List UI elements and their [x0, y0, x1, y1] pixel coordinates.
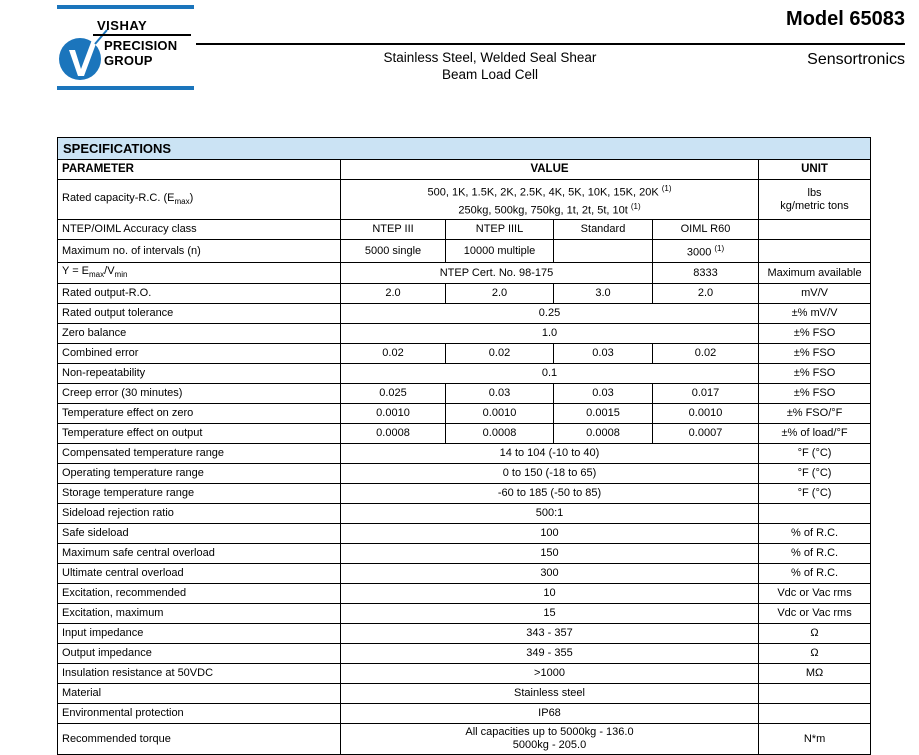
- spec-value-cell: 300: [341, 564, 759, 584]
- spec-value-cell: 0.25: [341, 304, 759, 324]
- spec-value-cell: 500, 1K, 1.5K, 2K, 2.5K, 4K, 5K, 10K, 15K, 20K $^{(1)}$ 250kg, 500kg, 750kg, 1t, 2t, 5t, 10t $^{(1)}$: [341, 180, 759, 220]
- spec-unit-cell: Ω: [759, 624, 871, 644]
- spec-parameter-cell: Rated capacity-R.C. $(E_{max})$: [58, 180, 341, 220]
- spec-value-cell: 0 to 150 (-18 to 65): [341, 464, 759, 484]
- table-header-row: [58, 160, 871, 180]
- spec-value-cell: 100: [341, 524, 759, 544]
- table-row: [58, 624, 871, 644]
- spec-value-cell: 10: [341, 584, 759, 604]
- spec-value-cell: 0.025: [341, 384, 446, 404]
- spec-parameter-cell: Ultimate central overload: [58, 564, 341, 584]
- spec-value-cell: 0.03: [554, 384, 653, 404]
- spec-unit-cell: ±% FSO: [759, 344, 871, 364]
- spec-parameter-cell: $Y = E_{max}/V_{min}$: [58, 262, 341, 283]
- document-subtitle: [220, 49, 760, 83]
- vishay-precision-group-logo: [57, 5, 194, 90]
- spec-parameter-cell: Sideload rejection ratio: [58, 504, 341, 524]
- table-row: [58, 240, 871, 263]
- spec-value-cell: 0.0008: [554, 424, 653, 444]
- spec-value-cell: 0.03: [554, 344, 653, 364]
- table-row: [58, 544, 871, 564]
- spec-value-cell: 0.02: [446, 344, 554, 364]
- spec-unit-cell: [759, 220, 871, 240]
- spec-unit-cell: [759, 704, 871, 724]
- spec-parameter-cell: Zero balance: [58, 324, 341, 344]
- spec-unit-cell: ±% FSO/°F: [759, 404, 871, 424]
- spec-value-cell: 0.0015: [554, 404, 653, 424]
- spec-parameter-cell: Excitation, maximum: [58, 604, 341, 624]
- table-row: [58, 644, 871, 664]
- table-row: [58, 180, 871, 220]
- spec-parameter-cell: Rated output tolerance: [58, 304, 341, 324]
- spec-value-cell: NTEP III: [341, 220, 446, 240]
- table-row: [58, 584, 871, 604]
- spec-value-cell: 343 - 357: [341, 624, 759, 644]
- spec-parameter-cell: Maximum safe central overload: [58, 544, 341, 564]
- spec-value-cell: 0.0007: [653, 424, 759, 444]
- spec-unit-cell: Vdc or Vac rms: [759, 604, 871, 624]
- spec-value-cell: 14 to 104 (-10 to 40): [341, 444, 759, 464]
- spec-parameter-cell: Rated output-R.O.: [58, 284, 341, 304]
- spec-value-cell: 2.0: [446, 284, 554, 304]
- logo-bottom-bar: [57, 86, 194, 90]
- spec-unit-cell: ±% mV/V: [759, 304, 871, 324]
- column-header-value: VALUE: [341, 160, 759, 180]
- subtitle-line-2: Beam Load Cell: [441, 67, 539, 82]
- spec-unit-cell: °F (°C): [759, 464, 871, 484]
- spec-unit-cell: N*m: [759, 724, 871, 755]
- spec-value-cell: -60 to 185 (-50 to 85): [341, 484, 759, 504]
- spec-unit-cell: ±% of load/°F: [759, 424, 871, 444]
- logo-text-group: GROUP: [104, 53, 153, 68]
- table-row: [58, 284, 871, 304]
- vpg-circle-v-icon: [57, 27, 109, 87]
- table-row: [58, 444, 871, 464]
- spec-value-cell: All capacities up to 5000kg - 136.0 5000kg - 205.0: [341, 724, 759, 755]
- spec-value-cell: Stainless steel: [341, 684, 759, 704]
- spec-value-cell: [554, 240, 653, 263]
- spec-parameter-cell: Recommended torque: [58, 724, 341, 755]
- spec-parameter-cell: Creep error (30 minutes): [58, 384, 341, 404]
- table-row: [58, 504, 871, 524]
- spec-value-cell: 0.02: [341, 344, 446, 364]
- spec-value-cell: 0.0010: [446, 404, 554, 424]
- table-row: [58, 220, 871, 240]
- spec-unit-cell: MΩ: [759, 664, 871, 684]
- spec-value-cell: NTEP Cert. No. 98-175: [341, 262, 653, 283]
- table-row: [58, 704, 871, 724]
- spec-value-cell: 0.03: [446, 384, 554, 404]
- spec-parameter-cell: Operating temperature range: [58, 464, 341, 484]
- spec-value-cell: 0.0008: [446, 424, 554, 444]
- table-title-row: [58, 138, 871, 160]
- logo-text-precision: PRECISION: [104, 38, 178, 53]
- table-row: [58, 524, 871, 544]
- spec-value-cell: 0.0010: [653, 404, 759, 424]
- spec-value-cell: Standard: [554, 220, 653, 240]
- spec-parameter-cell: Environmental protection: [58, 704, 341, 724]
- spec-unit-cell: mV/V: [759, 284, 871, 304]
- table-row: [58, 684, 871, 704]
- table-row: [58, 604, 871, 624]
- model-title: Model 65083: [786, 8, 905, 30]
- spec-parameter-cell: Output impedance: [58, 644, 341, 664]
- spec-unit-cell: ±% FSO: [759, 384, 871, 404]
- table-row: [58, 364, 871, 384]
- logo-text-vishay: VISHAY: [97, 18, 148, 33]
- table-row: [58, 424, 871, 444]
- spec-value-cell: 2.0: [653, 284, 759, 304]
- table-row: [58, 262, 871, 283]
- spec-parameter-cell: Temperature effect on output: [58, 424, 341, 444]
- spec-value-cell: 0.1: [341, 364, 759, 384]
- spec-unit-cell: °F (°C): [759, 484, 871, 504]
- spec-parameter-cell: Storage temperature range: [58, 484, 341, 504]
- spec-unit-cell: % of R.C.: [759, 564, 871, 584]
- spec-value-cell: 1.0: [341, 324, 759, 344]
- spec-value-cell: 0.0008: [341, 424, 446, 444]
- spec-unit-cell: % of R.C.: [759, 544, 871, 564]
- brand-sensortronics: Sensortronics: [807, 51, 905, 68]
- spec-unit-cell: Vdc or Vac rms: [759, 584, 871, 604]
- table-row: [58, 724, 871, 755]
- spec-value-cell: 3000 $^{(1)}$: [653, 240, 759, 263]
- spec-parameter-cell: Material: [58, 684, 341, 704]
- table-row: [58, 384, 871, 404]
- logo-underline: [93, 34, 191, 36]
- spec-unit-cell: ±% FSO: [759, 364, 871, 384]
- spec-unit-cell: lbs kg/metric tons: [759, 180, 871, 220]
- spec-parameter-cell: Compensated temperature range: [58, 444, 341, 464]
- column-header-parameter: PARAMETER: [58, 160, 341, 180]
- spec-parameter-cell: Maximum no. of intervals (n): [58, 240, 341, 263]
- column-header-unit: UNIT: [759, 160, 871, 180]
- specifications-table: [57, 137, 871, 755]
- spec-value-cell: 0.02: [653, 344, 759, 364]
- table-title: SPECIFICATIONS: [58, 138, 871, 160]
- spec-value-cell: 8333: [653, 262, 759, 283]
- subtitle-line-1: Stainless Steel, Welded Seal Shear: [383, 50, 597, 65]
- spec-unit-cell: ±% FSO: [759, 324, 871, 344]
- spec-value-cell: 10000 multiple: [446, 240, 554, 263]
- table-row: [58, 464, 871, 484]
- spec-unit-cell: Maximum available: [759, 262, 871, 283]
- table-row: [58, 484, 871, 504]
- spec-unit-cell: [759, 684, 871, 704]
- table-row: [58, 664, 871, 684]
- spec-value-cell: NTEP IIIL: [446, 220, 554, 240]
- spec-value-cell: 2.0: [341, 284, 446, 304]
- spec-unit-cell: % of R.C.: [759, 524, 871, 544]
- spec-parameter-cell: NTEP/OIML Accuracy class: [58, 220, 341, 240]
- spec-value-cell: >1000: [341, 664, 759, 684]
- logo-top-bar: [57, 5, 194, 9]
- table-row: [58, 344, 871, 364]
- spec-value-cell: 0.017: [653, 384, 759, 404]
- table-row: [58, 404, 871, 424]
- spec-parameter-cell: Excitation, recommended: [58, 584, 341, 604]
- spec-unit-cell: Ω: [759, 644, 871, 664]
- spec-value-cell: 5000 single: [341, 240, 446, 263]
- spec-value-cell: 150: [341, 544, 759, 564]
- spec-parameter-cell: Non-repeatability: [58, 364, 341, 384]
- spec-unit-cell: [759, 504, 871, 524]
- table-row: [58, 564, 871, 584]
- spec-value-cell: 500:1: [341, 504, 759, 524]
- spec-unit-cell: °F (°C): [759, 444, 871, 464]
- spec-value-cell: 349 - 355: [341, 644, 759, 664]
- spec-value-cell: OIML R60: [653, 220, 759, 240]
- spec-value-cell: 0.0010: [341, 404, 446, 424]
- spec-value-cell: 15: [341, 604, 759, 624]
- spec-parameter-cell: Temperature effect on zero: [58, 404, 341, 424]
- spec-parameter-cell: Combined error: [58, 344, 341, 364]
- spec-parameter-cell: Insulation resistance at 50VDC: [58, 664, 341, 684]
- spec-parameter-cell: Safe sideload: [58, 524, 341, 544]
- spec-value-cell: IP68: [341, 704, 759, 724]
- spec-value-cell: 3.0: [554, 284, 653, 304]
- spec-parameter-cell: Input impedance: [58, 624, 341, 644]
- spec-unit-cell: [759, 240, 871, 263]
- header-rule: [196, 43, 905, 45]
- table-row: [58, 304, 871, 324]
- table-row: [58, 324, 871, 344]
